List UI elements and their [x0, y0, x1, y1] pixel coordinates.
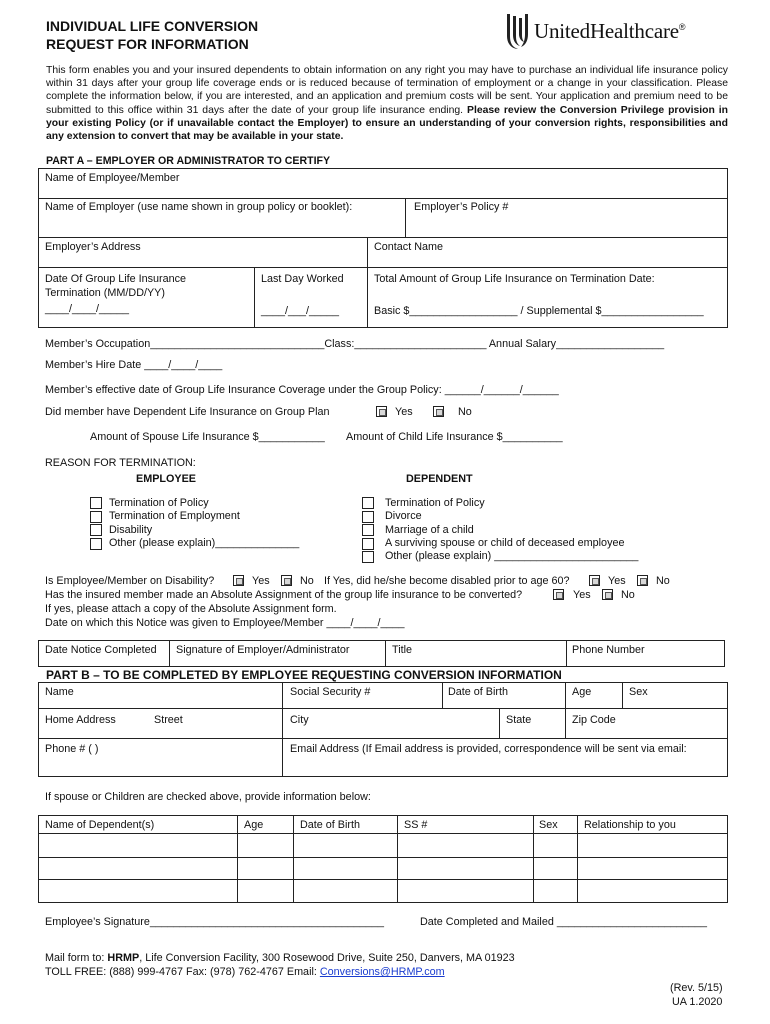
notice-date-line[interactable]: Date on which this Notice was given to Employee/Member ____/____/____: [45, 617, 405, 629]
toll-free-fax: TOLL FREE: (888) 999-4767 Fax: (978) 762-4767 Email:: [45, 966, 317, 978]
assignment-yes-label: Yes: [573, 589, 591, 601]
employee-name-field[interactable]: Name: [45, 686, 74, 698]
dependent-no-label: No: [458, 406, 472, 418]
employee-reason-checkbox[interactable]: [90, 511, 102, 523]
dependent-yes-checkbox[interactable]: [376, 406, 387, 417]
part-a-heading: PART A – EMPLOYER OR ADMINISTRATOR TO CERTIFY: [46, 155, 331, 167]
employee-reason-label[interactable]: Other (please explain)______________: [109, 537, 300, 549]
prior-60-yes-checkbox[interactable]: [589, 575, 600, 586]
ssn-field[interactable]: Social Security #: [290, 686, 371, 698]
divider: [38, 267, 728, 268]
last-day-worked-label: Last Day Worked: [261, 273, 344, 285]
city-field[interactable]: City: [290, 714, 309, 726]
street-field[interactable]: Street: [154, 714, 183, 726]
reason-heading: REASON FOR TERMINATION:: [45, 457, 196, 469]
divider: [38, 833, 728, 834]
home-address-label: Home Address: [45, 714, 116, 726]
form-title-line1: INDIVIDUAL LIFE CONVERSION: [46, 18, 259, 34]
prior-60-no-label: No: [656, 575, 670, 587]
employee-reason-label: Termination of Policy: [109, 497, 209, 509]
employer-address-field[interactable]: Employer’s Address: [45, 241, 141, 253]
mail-address: , Life Conversion Facility, 300 Rosewood Drive, Suite 250, Danvers, MA 01923: [139, 952, 515, 964]
divider: [566, 640, 567, 667]
basic-supplemental-field[interactable]: Basic $__________________ / Supplemental $_________________: [374, 305, 704, 317]
prior-60-no-checkbox[interactable]: [637, 575, 648, 586]
part-b-heading: PART B – TO BE COMPLETED BY EMPLOYEE REQUESTING CONVERSION INFORMATION: [46, 668, 562, 682]
divider: [499, 708, 500, 738]
dependent-reason-checkbox[interactable]: [362, 538, 374, 550]
phone-field[interactable]: Phone # ( ): [45, 743, 99, 755]
state-field[interactable]: State: [506, 714, 532, 726]
dependents-header-name: Name of Dependent(s): [45, 819, 155, 831]
divider: [38, 198, 728, 199]
date-of-birth-field[interactable]: Date of Birth: [448, 686, 509, 698]
dependents-header-dob: Date of Birth: [300, 819, 361, 831]
effective-date-line[interactable]: Member’s effective date of Group Life Insurance Coverage under the Group Policy: ______/______/______: [45, 384, 559, 396]
name-of-employee-field[interactable]: Name of Employee/Member: [45, 172, 180, 184]
assignment-question: Has the insured member made an Absolute Assignment of the group life insurance to be converted?: [45, 589, 523, 601]
revision-label: (Rev. 5/15): [670, 982, 723, 994]
total-amount-label: Total Amount of Group Life Insurance on Termination Date:: [374, 273, 655, 285]
divider: [533, 815, 534, 903]
title-field[interactable]: Title: [392, 644, 412, 656]
disability-no-label: No: [300, 575, 314, 587]
mail-to-line: [45, 952, 515, 965]
termination-date-label-2: Termination (MM/DD/YY): [45, 287, 165, 299]
divider: [385, 640, 386, 667]
dependent-reason-checkbox[interactable]: [362, 551, 374, 563]
divider: [622, 682, 623, 708]
occupation-line[interactable]: Member’s Occupation_____________________________Class:______________________ Annual Salary__________________: [45, 338, 665, 350]
dependents-header-ssn: SS #: [404, 819, 428, 831]
dependent-reason-label: Marriage of a child: [385, 524, 474, 536]
last-day-worked-field[interactable]: ____/___/_____: [261, 305, 340, 317]
logo-trademark: ®: [678, 22, 686, 32]
age-field[interactable]: Age: [572, 686, 592, 698]
assignment-no-label: No: [621, 589, 635, 601]
intro-bold-text: Please review the Conversion Privilege provision in your existing Policy (or if unavailable contact the Employer) to ensure an understanding of your conversion rights, responsibilities and any extension to convert that may be available in your state.: [46, 104, 729, 143]
child-amount-field[interactable]: Amount of Child Life Insurance $__________: [346, 431, 563, 443]
dependent-reason-label[interactable]: Other (please explain) ________________________: [385, 550, 639, 562]
email-link[interactable]: Conversions@HRMP.com: [319, 966, 445, 978]
divider: [237, 815, 238, 903]
divider: [397, 815, 398, 903]
employee-heading: EMPLOYEE: [136, 473, 196, 485]
dependent-reason-label: Termination of Policy: [385, 497, 485, 509]
dependents-header-age: Age: [244, 819, 264, 831]
divider: [254, 267, 255, 328]
employee-reason-checkbox[interactable]: [90, 497, 102, 509]
divider: [38, 237, 728, 238]
termination-date-label-1: Date Of Group Life Insurance: [45, 273, 187, 285]
employee-reason-label: Termination of Employment: [109, 510, 240, 522]
dependent-yes-label: Yes: [395, 406, 413, 418]
employee-reason-label: Disability: [109, 524, 153, 536]
dependent-no-checkbox[interactable]: [433, 406, 444, 417]
zip-field[interactable]: Zip Code: [572, 714, 616, 726]
date-notice-completed-field[interactable]: Date Notice Completed: [45, 644, 157, 656]
divider: [577, 815, 578, 903]
employee-reason-checkbox[interactable]: [90, 538, 102, 550]
contact-line: [45, 966, 445, 979]
signature-employer-field[interactable]: Signature of Employer/Administrator: [176, 644, 350, 656]
assignment-no-checkbox[interactable]: [602, 589, 613, 600]
form-title: [46, 17, 258, 53]
assignment-yes-checkbox[interactable]: [553, 589, 564, 600]
employee-signature-field[interactable]: Employee’s Signature_______________________________________: [45, 916, 385, 928]
dependents-header-relationship: Relationship to you: [584, 819, 676, 831]
email-field[interactable]: Email Address (If Email address is provided, correspondence will be sent via email:: [290, 743, 687, 755]
dependent-reason-checkbox[interactable]: [362, 497, 374, 509]
divider: [38, 857, 728, 858]
intro-text: This form enables you and your insured dependents to obtain information on any right you may have to purchase an individual life insurance policy within 31 days after your group life coverage ends or is reduced because of termination of employment or a change in your classification. Please complete the information below, if you are interested, and an application and premium costs will be sent. Your application and premium need to be submitted to this office within 31 days after the date of your group life insurance ending.: [46, 65, 728, 116]
contact-name-field[interactable]: Contact Name: [374, 241, 444, 253]
hire-date-line[interactable]: Member’s Hire Date ____/____/____: [45, 359, 223, 371]
employer-policy-field[interactable]: Employer’s Policy #: [414, 201, 509, 213]
divider: [38, 738, 728, 739]
prior-60-yes-label: Yes: [608, 575, 626, 587]
divider: [405, 198, 406, 237]
sex-field[interactable]: Sex: [629, 686, 648, 698]
dependent-life-question: Did member have Dependent Life Insurance on Group Plan: [45, 406, 330, 418]
divider: [442, 682, 443, 708]
dependent-reason-label: A surviving spouse or child of deceased employee: [385, 537, 625, 549]
divider: [38, 879, 728, 880]
assignment-attach-note: If yes, please attach a copy of the Absolute Assignment form.: [45, 603, 337, 615]
form-code-label: UA 1.2020: [672, 996, 723, 1008]
date-completed-field[interactable]: Date Completed and Mailed _________________________: [420, 916, 707, 928]
disability-no-checkbox[interactable]: [281, 575, 292, 586]
logo-text: UnitedHealthcare: [534, 18, 679, 43]
unitedhealthcare-logo: [504, 12, 686, 50]
mail-prefix: Mail form to:: [45, 952, 105, 964]
divider: [169, 640, 170, 667]
mail-org: HRMP: [107, 952, 140, 964]
intro-paragraph: [46, 64, 728, 143]
disability-question: Is Employee/Member on Disability?: [45, 575, 215, 587]
employee-reason-checkbox[interactable]: [90, 524, 102, 536]
dependent-reason-label: Divorce: [385, 510, 422, 522]
divider: [293, 815, 294, 903]
termination-date-field[interactable]: ____/____/_____: [45, 303, 130, 315]
dependent-reason-checkbox[interactable]: [362, 511, 374, 523]
form-title-line2: REQUEST FOR INFORMATION: [46, 36, 249, 52]
disabled-prior-question: If Yes, did he/she become disabled prior to age 60?: [324, 575, 570, 587]
disability-yes-label: Yes: [252, 575, 270, 587]
divider: [282, 682, 283, 777]
part-b-table: [38, 682, 728, 777]
dependents-note: If spouse or Children are checked above, provide information below:: [45, 791, 371, 803]
divider: [38, 708, 728, 709]
dependent-heading: DEPENDENT: [406, 473, 473, 485]
disability-yes-checkbox[interactable]: [233, 575, 244, 586]
phone-number-field[interactable]: Phone Number: [572, 644, 645, 656]
uhc-u-logo-icon: [504, 12, 530, 50]
divider: [367, 237, 368, 328]
dependents-header-sex: Sex: [539, 819, 558, 831]
name-of-employer-field[interactable]: Name of Employer (use name shown in group policy or booklet):: [45, 201, 353, 213]
divider: [565, 682, 566, 738]
spouse-amount-field[interactable]: Amount of Spouse Life Insurance $___________: [90, 431, 325, 443]
dependent-reason-checkbox[interactable]: [362, 524, 374, 536]
